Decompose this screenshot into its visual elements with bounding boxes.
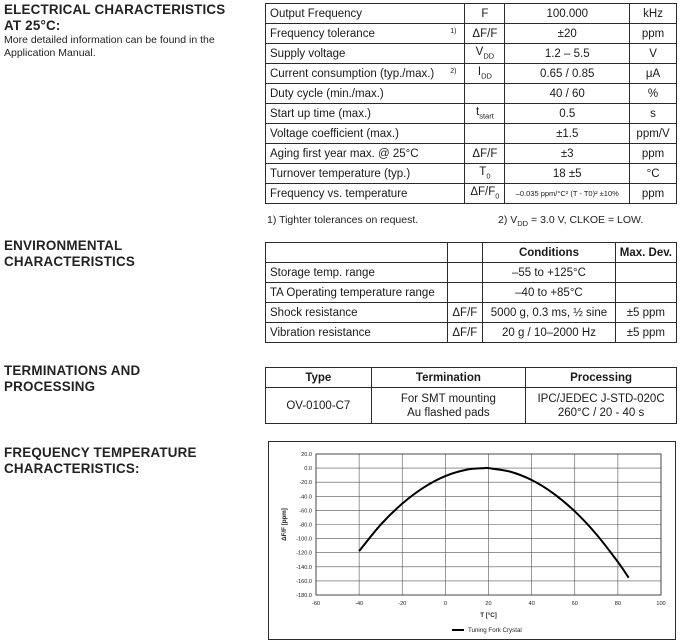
- electrical-note: [4, 34, 244, 59]
- env-conditions: –55 to +125°C: [483, 263, 616, 283]
- y-axis-label: ΔF/F [ppm]: [281, 508, 288, 541]
- electrical-title-line1: ELECTRICAL CHARACTERISTICS: [4, 2, 226, 17]
- footnote-2-suffix: = 3.0 V, CLKOE = LOW.: [528, 214, 644, 226]
- electrical-param-label: Aging first year max. @ 25°C: [270, 147, 419, 160]
- electrical-value: 1.2 – 5.5: [505, 44, 630, 64]
- electrical-param: [266, 44, 465, 64]
- electrical-symbol: [465, 64, 505, 84]
- electrical-param: [266, 64, 465, 84]
- env-max-dev: [615, 263, 676, 283]
- electrical-symbol-sub: DD: [483, 51, 495, 61]
- electrical-param-label: Duty cycle (min./max.): [270, 87, 384, 100]
- x-tick-label: 60: [571, 601, 578, 607]
- electrical-row: [266, 24, 677, 44]
- environmental-row: [266, 323, 677, 343]
- y-tick-label: -160.0: [296, 578, 312, 585]
- x-axis-label: T [°C]: [480, 612, 497, 619]
- x-tick-label: 80: [614, 601, 621, 607]
- term-termination-line1: For SMT mounting: [400, 392, 496, 405]
- chart-svg: [269, 442, 675, 639]
- env-max-dev: ±5 ppm: [615, 323, 676, 343]
- electrical-symbol-main: T: [479, 166, 487, 179]
- electrical-symbol: [465, 104, 505, 124]
- electrical-param: Frequency vs. temperature: [266, 184, 465, 204]
- footnote-1: 1) Tighter tolerances on request.: [267, 214, 419, 226]
- electrical-unit: μA: [630, 64, 677, 84]
- y-tick-label: -40.0: [299, 494, 312, 501]
- term-processing-line1: IPC/JEDEC J-STD-020C: [537, 392, 665, 405]
- electrical-symbol: [465, 164, 505, 184]
- y-tick-label: -60.0: [299, 508, 312, 515]
- electrical-param-label: Output Frequency: [270, 7, 363, 20]
- electrical-param: [266, 84, 465, 104]
- terminations-table: [265, 367, 677, 424]
- electrical-param: [266, 104, 465, 124]
- x-tick-label: -40: [355, 601, 364, 607]
- environmental-row: [266, 303, 677, 323]
- electrical-note-line2: Application Manual.: [4, 46, 96, 59]
- electrical-value: 40 / 60: [505, 84, 630, 104]
- electrical-row: [266, 64, 677, 84]
- y-tick-label: -180.0: [296, 593, 312, 599]
- electrical-symbol-main: F: [481, 7, 489, 20]
- term-processing-line2: 260°C / 20 - 40 s: [557, 406, 645, 419]
- env-max-dev: [615, 283, 676, 303]
- x-tick-label: -20: [398, 601, 407, 607]
- electrical-symbol-sub: 0: [486, 171, 491, 181]
- term-termination-line2: Au flashed pads: [407, 406, 490, 419]
- env-header-param: [266, 243, 448, 263]
- electrical-unit: s: [630, 104, 677, 124]
- y-tick-label: -100.0: [296, 536, 312, 543]
- environmental-title-line2: CHARACTERISTICS: [4, 254, 135, 269]
- term-processing-cell: [526, 388, 677, 424]
- env-conditions: –40 to +85°C: [483, 283, 616, 303]
- electrical-unit: °C: [630, 164, 677, 184]
- environmental-title-line1: ENVIRONMENTAL: [4, 238, 123, 253]
- electrical-unit: kHz: [630, 4, 677, 24]
- env-symbol: [447, 283, 483, 303]
- electrical-unit: ppm: [630, 24, 677, 44]
- electrical-row: [266, 164, 677, 184]
- electrical-param: [266, 24, 465, 44]
- electrical-unit: %: [630, 84, 677, 104]
- frequency-temperature-chart: [268, 441, 676, 640]
- term-termination-cell: [371, 388, 525, 424]
- electrical-param-label: Current consumption (typ./max.): [270, 67, 435, 80]
- footnote-2-prefix: 2) V: [498, 214, 518, 226]
- footnote-2: [498, 214, 643, 228]
- electrical-unit: ppm/V: [630, 124, 677, 144]
- electrical-value: 100.000: [505, 4, 630, 24]
- env-param: Storage temp. range: [266, 263, 448, 283]
- electrical-unit: ppm: [630, 184, 677, 204]
- electrical-row: [266, 104, 677, 124]
- electrical-characteristics-table: [265, 3, 677, 204]
- env-conditions: 20 g / 10–2000 Hz: [483, 323, 616, 343]
- electrical-symbol: [465, 44, 505, 64]
- electrical-symbol: [465, 24, 505, 44]
- electrical-param: [266, 164, 465, 184]
- electrical-title-line2: AT 25°C:: [4, 18, 61, 33]
- y-tick-label: -80.0: [299, 522, 312, 529]
- electrical-param-label: Voltage coefficient (max.): [270, 127, 399, 140]
- electrical-value: ±3: [505, 144, 630, 164]
- electrical-param-label: Start up time (max.): [270, 107, 371, 120]
- x-tick-label: 0: [443, 601, 447, 607]
- electrical-param-footnote: 1): [450, 27, 457, 35]
- electrical-unit: ppm: [630, 144, 677, 164]
- env-header-conditions: Conditions: [483, 243, 616, 263]
- env-param: Shock resistance: [266, 303, 448, 323]
- y-tick-label: -140.0: [296, 564, 312, 571]
- electrical-symbol-main: ΔF/F: [472, 147, 498, 160]
- electrical-symbol-main: ΔF/F: [470, 186, 496, 199]
- electrical-param-label: Frequency tolerance: [270, 27, 375, 40]
- env-symbol: [447, 263, 483, 283]
- env-conditions: 5000 g, 0.3 ms, ½ sine: [483, 303, 616, 323]
- footnote-2-sub: DD: [517, 219, 529, 229]
- env-header-max-dev: Max. Dev.: [615, 243, 676, 263]
- environmental-characteristics-table: [265, 242, 677, 343]
- y-tick-label: -20.0: [299, 480, 312, 487]
- env-param: Vibration resistance: [266, 323, 448, 343]
- electrical-param-label: Turnover temperature (typ.): [270, 167, 411, 180]
- env-max-dev: ±5 ppm: [615, 303, 676, 323]
- electrical-value: 18 ±5: [505, 164, 630, 184]
- electrical-symbol: [465, 84, 505, 104]
- electrical-symbol: [465, 124, 505, 144]
- electrical-symbol: [465, 4, 505, 24]
- env-header-sym: [447, 243, 483, 263]
- electrical-param: [266, 124, 465, 144]
- y-tick-label: -120.0: [296, 550, 312, 557]
- electrical-symbol-main: I: [477, 66, 482, 79]
- freqtemp-title-line1: FREQUENCY TEMPERATURE: [4, 445, 197, 460]
- env-symbol: ΔF/F: [447, 303, 483, 323]
- electrical-row: [266, 184, 677, 204]
- electrical-symbol-sub: 0: [495, 191, 500, 201]
- freqtemp-section-title: [4, 445, 197, 477]
- legend-label: Tuning Fork Crystal: [468, 627, 522, 634]
- y-tick-label: 20.0: [301, 452, 312, 458]
- x-tick-label: 40: [528, 601, 535, 607]
- series-line-tuning-fork-crystal: [359, 468, 629, 578]
- electrical-value: ±1.5: [505, 124, 630, 144]
- electrical-symbol-sub: DD: [481, 71, 492, 81]
- electrical-row: [266, 44, 677, 64]
- electrical-param: [266, 4, 465, 24]
- electrical-symbol: [465, 144, 505, 164]
- electrical-section-title: [4, 2, 225, 34]
- terminations-section-title: [4, 363, 140, 395]
- electrical-value: 0.65 / 0.85: [505, 64, 630, 84]
- x-tick-label: 100: [656, 601, 666, 607]
- env-param: TA Operating temperature range: [266, 283, 448, 303]
- term-type-cell: OV-0100-C7: [266, 388, 372, 424]
- electrical-note-line1: More detailed information can be found in the: [4, 34, 215, 46]
- electrical-row: [266, 144, 677, 164]
- term-header-processing: Processing: [526, 368, 677, 388]
- electrical-value: ±20: [505, 24, 630, 44]
- electrical-value: –0.035 ppm/°C² (T - T0)² ±10%: [505, 184, 630, 204]
- electrical-symbol: [465, 184, 505, 204]
- electrical-row: [266, 4, 677, 24]
- environmental-section-title: [4, 238, 135, 270]
- electrical-row: [266, 124, 677, 144]
- electrical-symbol-main: t: [476, 106, 480, 119]
- electrical-value: 0.5: [505, 104, 630, 124]
- env-symbol: ΔF/F: [447, 323, 483, 343]
- x-tick-label: -60: [311, 601, 321, 607]
- terminations-title-line2: PROCESSING: [4, 379, 96, 394]
- electrical-symbol-main: V: [475, 46, 484, 59]
- freqtemp-title-line2: CHARACTERISTICS:: [4, 461, 140, 476]
- y-tick-label: 0.0: [304, 466, 312, 473]
- electrical-row: [266, 84, 677, 104]
- electrical-param-label: Supply voltage: [270, 47, 346, 60]
- electrical-symbol-main: ΔF/F: [472, 27, 498, 40]
- terminations-title-line1: TERMINATIONS AND: [4, 363, 141, 378]
- environmental-row: [266, 263, 677, 283]
- x-tick-label: 20: [485, 601, 492, 607]
- electrical-param-footnote: 2): [450, 67, 457, 75]
- electrical-unit: V: [630, 44, 677, 64]
- environmental-row: [266, 283, 677, 303]
- electrical-param: [266, 144, 465, 164]
- term-header-termination: Termination: [371, 368, 525, 388]
- term-header-type: Type: [266, 368, 372, 388]
- electrical-symbol-sub: start: [479, 111, 494, 121]
